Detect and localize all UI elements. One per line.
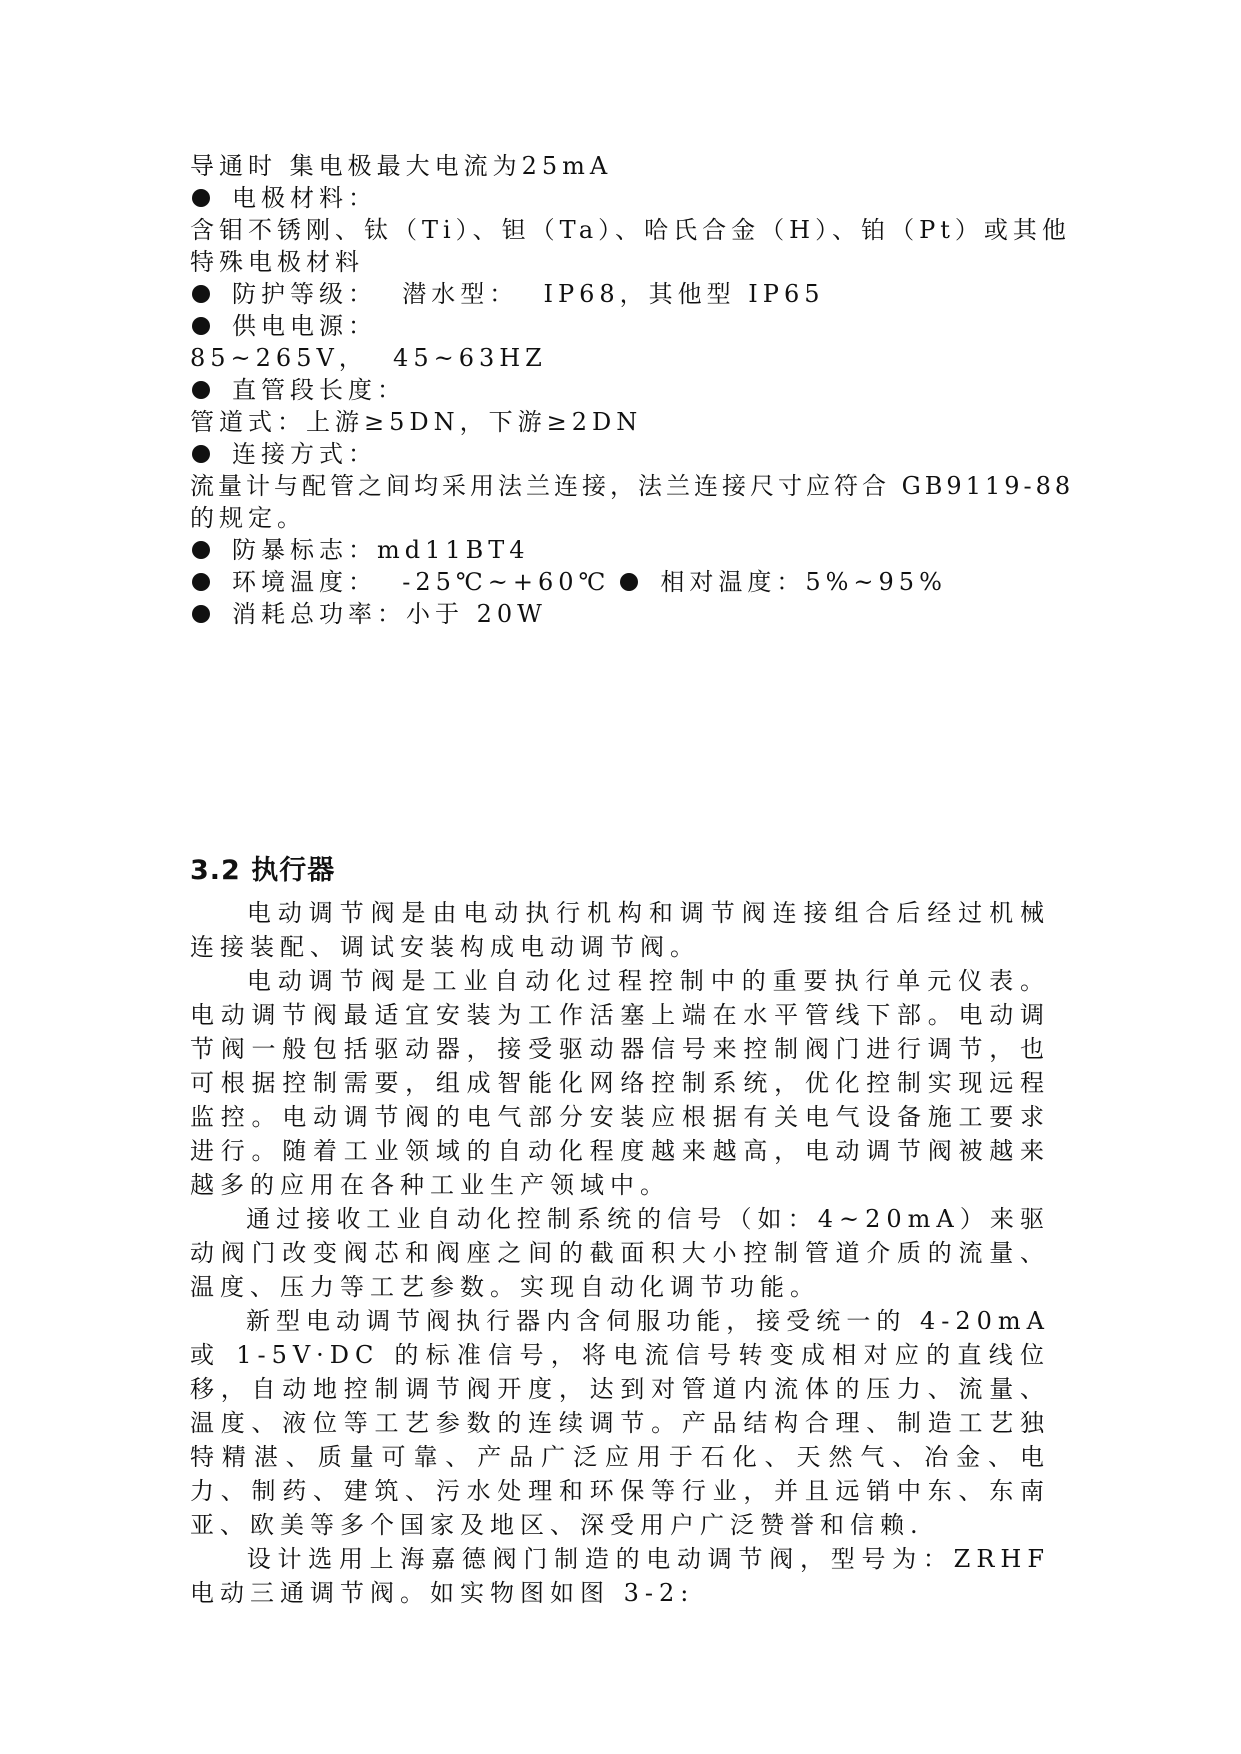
paragraph [190, 1202, 1050, 1304]
spec-item-temperature [190, 566, 1050, 598]
spec-item-power [190, 310, 1050, 342]
spec-label: 相对温度：5%~95% [660, 568, 947, 596]
spec-current-line: 导通时 集电极最大电流为25mA [190, 152, 613, 180]
spec-label: 环境温度： -25℃~+60℃ [232, 568, 611, 596]
spec-value-line: 85~265V， 45~63HZ [190, 344, 547, 372]
spec-value-line: 管道式：上游≥5DN，下游≥2DN [190, 408, 643, 436]
bullet-icon [192, 285, 210, 303]
bullet-icon [192, 381, 210, 399]
bullet-icon [620, 573, 638, 591]
spec-item-electrode [190, 182, 1050, 214]
bullet-icon [192, 189, 210, 207]
spec-label: 电极材料： [232, 184, 377, 212]
spec-item-connection [190, 438, 1050, 470]
bullet-icon [192, 445, 210, 463]
bullet-icon [192, 605, 210, 623]
paragraph [190, 964, 1050, 1202]
paragraph-text: 设计选用上海嘉德阀门制造的电动调节阀，型号为：ZRHF 电动三通调节阀。如实物图如图 3-2: [190, 1545, 1050, 1607]
paragraph-text: 电动调节阀是工业自动化过程控制中的重要执行单元仪表。电动调节阀最适宜安装为工作活塞上端在水平管线下部。电动调节阀一般包括驱动器，接受驱动器信号来控制阀门进行调节，也可根据控制需要，组成智能化网络控制系统，优化控制实现远程监控。电动调节阀的电气部分安装应根据有关电气设备施工要求进行。随着工业领域的自动化程度越来越高，电动调节阀被越来越多的应用在各种工业生产领域中。 [190, 967, 1050, 1199]
spec-value-line: 的规定。 [190, 504, 306, 532]
spec-list [190, 150, 1075, 630]
spec-label: 消耗总功率：小于 20W [232, 600, 547, 628]
bullet-icon [192, 317, 210, 335]
spec-label: 供电电源： [232, 312, 377, 340]
paragraph [190, 1304, 1050, 1542]
spec-value-line: 特殊电极材料 [190, 248, 364, 276]
spec-item-power-consumption [190, 598, 1050, 630]
paragraph-text: 新型电动调节阀执行器内含伺服功能，接受统一的 4-20mA 或 1-5V·DC 的标准信号，将电流信号转变成相对应的直线位移，自动地控制调节阀开度，达到对管道内流体的压力、流量、温度、液位等工艺参数的连续调节。产品结构合理、制造工艺独特精湛、质量可靠、产品广泛应用于石化、天然气、冶金、电力、制药、建筑、污水处理和环保等行业，并且远销中东、东南亚、欧美等多个国家及地区、深受用户广泛赞誉和信赖. [190, 1307, 1050, 1539]
paragraph [190, 896, 1050, 964]
spec-item-pipe [190, 374, 1050, 406]
spec-label: 防护等级： 潜水型： IP68，其他型 IP65 [232, 280, 825, 308]
bullet-icon [192, 541, 210, 559]
bullet-icon [192, 573, 210, 591]
paragraph-text: 电动调节阀是由电动执行机构和调节阀连接组合后经过机械连接装配、调试安装构成电动调节阀。 [190, 899, 1050, 961]
spec-value-line: 含钼不锈刚、钛（Ti）、钽（Ta）、哈氏合金（H）、铂（Pt）或其他 [190, 216, 1071, 244]
spec-item-protection [190, 278, 1050, 310]
spec-item-explosion [190, 534, 1050, 566]
spec-label: 防暴标志：md11BT4 [232, 536, 530, 564]
spec-label: 连接方式： [232, 440, 377, 468]
spec-label: 直管段长度： [232, 376, 406, 404]
paragraph [190, 1542, 1050, 1610]
paragraph-text: 通过接收工业自动化控制系统的信号（如：4~20mA）来驱动阀门改变阀芯和阀座之间的截面积大小控制管道介质的流量、温度、压力等工艺参数。实现自动化调节功能。 [190, 1205, 1050, 1301]
section-heading: 3.2 执行器 [190, 855, 336, 886]
spec-value-line: 流量计与配管之间均采用法兰连接，法兰连接尺寸应符合 GB9119-88 [190, 472, 1075, 500]
section-body [190, 896, 1050, 1610]
